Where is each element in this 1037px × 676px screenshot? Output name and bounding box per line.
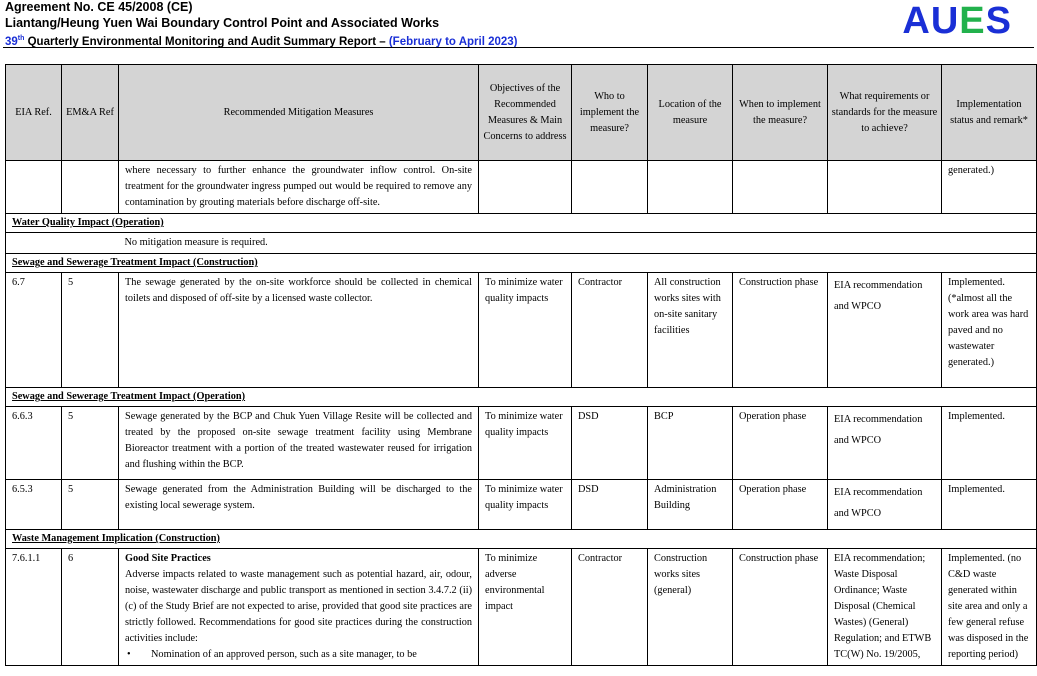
eia-ref-cell: 6.5.3 xyxy=(6,480,62,530)
ema-ref-cell: 6 xyxy=(62,549,119,666)
status-cell: Implemented. (no C&D waste generated within site area and only a few general refuse was disposed in the reporting period) xyxy=(942,549,1037,666)
when-cell: Operation phase xyxy=(733,407,828,480)
section-title: Sewage and Sewerage Treatment Impact (Construction) xyxy=(6,254,1037,273)
requirement-cell: EIA recommendation and WPCO xyxy=(828,407,942,480)
col-who: Who to implement the measure? xyxy=(572,65,648,161)
ema-ref-cell: 5 xyxy=(62,273,119,388)
ema-ref-cell: 5 xyxy=(62,480,119,530)
section-title: Water Quality Impact (Operation) xyxy=(6,214,1037,233)
status-cell: generated.) xyxy=(942,161,1037,214)
section-row xyxy=(6,214,1037,233)
col-objectives: Objectives of the Recommended Measures & Main Concerns to address xyxy=(479,65,572,161)
requirement-cell: EIA recommendation; Waste Disposal Ordinance; Waste Disposal (Chemical Wastes) (General) Regulation; and ETWB TC(W) No. 19/2005, xyxy=(828,549,942,666)
project-title: Liantang/Heung Yuen Wai Boundary Control Point and Associated Works xyxy=(5,15,440,30)
table-row xyxy=(6,549,1037,666)
eia-ref-cell: 7.6.1.1 xyxy=(6,549,62,666)
table-row xyxy=(6,407,1037,480)
location-cell: Construction works sites (general) xyxy=(648,549,733,666)
col-eia-ref: EIA Ref. xyxy=(6,65,62,161)
requirement-cell: EIA recommendation and WPCO xyxy=(828,273,942,388)
section-title: Sewage and Sewerage Treatment Impact (Operation) xyxy=(6,388,1037,407)
objective-cell: To minimize water quality impacts xyxy=(479,273,572,388)
table-row xyxy=(6,480,1037,530)
when-cell: Operation phase xyxy=(733,480,828,530)
header-rule xyxy=(3,47,1034,48)
section-title: Waste Management Implication (Construction) xyxy=(6,530,1037,549)
requirement-cell: EIA recommendation and WPCO xyxy=(828,480,942,530)
aues-logo: AUES xyxy=(902,0,1012,42)
report-title: 39th Quarterly Environmental Monitoring and Audit Summary Report – (February to April 2023) xyxy=(5,35,518,48)
status-cell: Implemented. (*almost all the work area was hard paved and no wastewater generated.) xyxy=(942,273,1037,388)
ema-ref-cell: 5 xyxy=(62,407,119,480)
measure-cell: Sewage generated from the Administration Building will be discharged to the existing local sewerage system. xyxy=(119,480,479,530)
mitigation-table xyxy=(5,64,1037,666)
measure-bullet: • Nomination of an approved person, such as a site manager, to be xyxy=(125,647,472,663)
table-header-row xyxy=(6,65,1037,161)
table-row xyxy=(6,233,1037,254)
col-ema-ref: EM&A Ref xyxy=(62,65,119,161)
section-row xyxy=(6,388,1037,407)
measure-text: Adverse impacts related to waste management such as potential hazard, air, odour, noise, wastewater discharge and public transport as mentioned in section 3.4.7.2 (ii)(c) of the Study Brief are not expected to arise, provided that good site practices are strictly followed. Recommendations for good site practices during the construction activities include: xyxy=(125,569,472,644)
document-header xyxy=(5,0,518,50)
who-cell: Contractor xyxy=(572,273,648,388)
table-row xyxy=(6,273,1037,388)
objective-cell: To minimize water quality impacts xyxy=(479,480,572,530)
status-cell: Implemented. xyxy=(942,407,1037,480)
agreement-number: Agreement No. CE 45/2008 (CE) xyxy=(5,0,193,14)
when-cell: Construction phase xyxy=(733,549,828,666)
section-row xyxy=(6,530,1037,549)
eia-ref-cell: 6.6.3 xyxy=(6,407,62,480)
who-cell: DSD xyxy=(572,407,648,480)
col-measures: Recommended Mitigation Measures xyxy=(119,65,479,161)
eia-ref-cell: 6.7 xyxy=(6,273,62,388)
col-requirements: What requirements or standards for the measure to achieve? xyxy=(828,65,942,161)
location-cell: BCP xyxy=(648,407,733,480)
measure-cell: The sewage generated by the on-site workforce should be collected in chemical toilets and disposed of off-site by a licensed waste collector. xyxy=(119,273,479,388)
col-status: Implementation status and remark* xyxy=(942,65,1037,161)
measure-cell: Sewage generated by the BCP and Chuk Yuen Village Resite will be collected and treated by the proposed on-site sewage treatment facility using Membrane Bioreactor treatment with a portion of the treated wastewater reused for irrigation and flushing within the BCP. xyxy=(119,407,479,480)
location-cell: All construction works sites with on-site sanitary facilities xyxy=(648,273,733,388)
location-cell: Administration Building xyxy=(648,480,733,530)
measure-cell xyxy=(119,549,479,666)
when-cell: Construction phase xyxy=(733,273,828,388)
objective-cell: To minimize adverse environmental impact xyxy=(479,549,572,666)
objective-cell: To minimize water quality impacts xyxy=(479,407,572,480)
table-row xyxy=(6,161,1037,214)
col-location: Location of the measure xyxy=(648,65,733,161)
who-cell: Contractor xyxy=(572,549,648,666)
col-when: When to implement the measure? xyxy=(733,65,828,161)
measure-cell: No mitigation measure is required. xyxy=(119,233,1037,254)
measure-cell: where necessary to further enhance the groundwater inflow control. On-site treatment for the groundwater ingress pumped out would be required to remove any contamination by grouting materials before discharge off-site. xyxy=(119,161,479,214)
status-cell: Implemented. xyxy=(942,480,1037,530)
section-row xyxy=(6,254,1037,273)
measure-heading: Good Site Practices xyxy=(125,553,211,564)
who-cell: DSD xyxy=(572,480,648,530)
